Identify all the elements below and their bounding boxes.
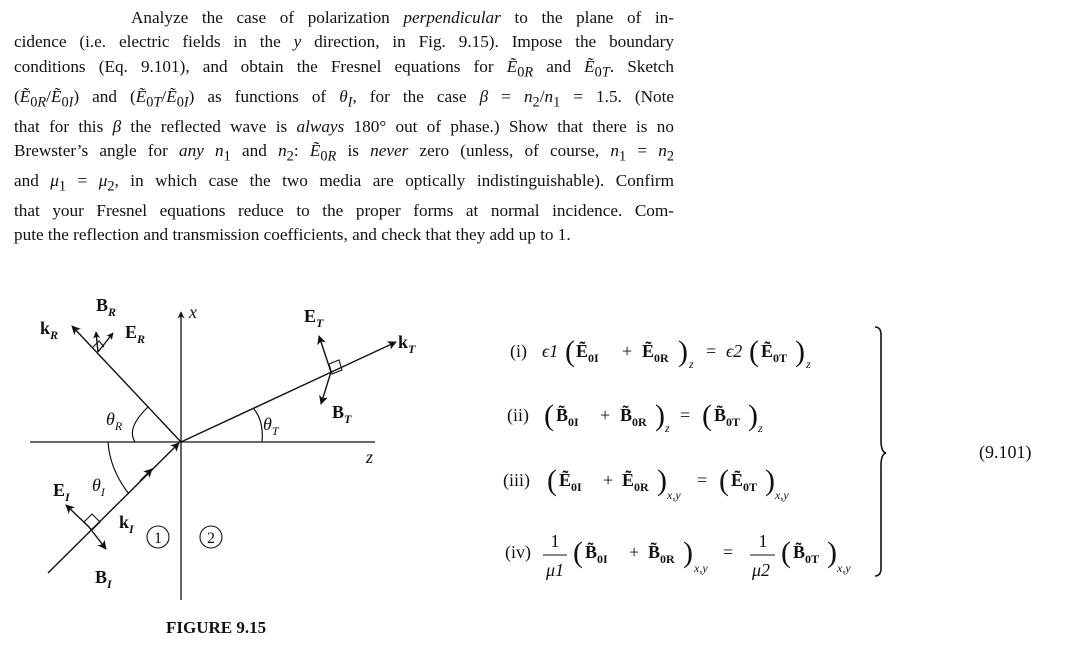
svg-text:+: + — [600, 405, 611, 425]
svg-text:ϵ1: ϵ1 — [542, 341, 559, 361]
svg-text:z: z — [758, 421, 763, 435]
svg-text:): ) — [657, 464, 667, 497]
et-label: $E_T$ — [304, 306, 324, 330]
er-label: $E_R$ — [125, 322, 146, 346]
region-1-label: 1 — [154, 530, 162, 547]
svg-text:+: + — [603, 470, 614, 490]
svg-text:(: ( — [544, 399, 554, 432]
equation-ii — [507, 399, 763, 435]
equation-iv — [505, 531, 851, 580]
svg-text:): ) — [765, 464, 775, 497]
svg-text:z: z — [806, 357, 811, 371]
problem-line-5: that for this β the reflected wave is always 180° out of phase.) Show that there is no — [14, 116, 674, 136]
svg-text:=: = — [680, 405, 691, 425]
region-2-label: 2 — [207, 530, 215, 547]
svg-text:1: 1 — [758, 531, 768, 551]
svg-text:x,y: x,y — [775, 488, 789, 502]
ki-label: $k_I$ — [119, 512, 134, 536]
theta-i-label: $\theta_I$ — [92, 475, 105, 499]
ei-label: $E_I$ — [53, 480, 70, 504]
theta-i-arc — [108, 442, 129, 494]
transmitted-ray — [181, 342, 396, 442]
svg-text:B̃0T: $B̃_{0T}$ — [714, 405, 741, 429]
et-arrow — [319, 336, 331, 372]
equation-number: (9.101) — [979, 442, 1032, 462]
svg-text:z: z — [689, 357, 694, 371]
incident-mid-arrow — [140, 469, 152, 481]
svg-text:(: ( — [565, 335, 575, 368]
problem-line-6: Brewster’s angle for any $n_1$ and $n_2$: Ẽ$_{0R}$ is never zero (unless, of course, $n_1 = n_2$ — [14, 140, 674, 165]
svg-text:μ2: μ2 — [752, 560, 771, 580]
svg-text:(iv): (iv) — [505, 542, 531, 562]
svg-text:(i): (i) — [510, 341, 527, 361]
svg-text:z: z — [665, 421, 670, 435]
svg-text:+: + — [629, 542, 640, 562]
svg-text:Ẽ0I: Ẽ$_{0I}$ — [559, 470, 582, 494]
svg-text:μ1: μ1 — [546, 560, 565, 580]
problem-line-1: Analyze the case of polarization perpendicular to the plane of in- — [131, 8, 674, 27]
svg-text:(: ( — [547, 464, 557, 497]
svg-text:(: ( — [573, 536, 583, 569]
equation-iii — [503, 464, 789, 502]
svg-text:(: ( — [781, 536, 791, 569]
incident-right-angle — [84, 514, 100, 530]
svg-text:): ) — [827, 536, 837, 569]
svg-text:(: ( — [749, 335, 759, 368]
svg-text:): ) — [655, 399, 665, 432]
svg-text:x,y: x,y — [694, 561, 708, 575]
z-axis-label: z — [366, 447, 374, 467]
theta-t-arc — [253, 408, 262, 442]
problem-line-9: pute the reflection and transmission coefficients, and check that they add up to 1. — [14, 225, 571, 244]
x-axis-label: x — [189, 302, 197, 322]
kr-label: $k_R$ — [40, 318, 59, 342]
reflected-ray — [72, 326, 181, 442]
svg-text:Ẽ0I: Ẽ$_{0I}$ — [576, 341, 599, 365]
problem-line-3: conditions (Eq. 9.101), and obtain the Fresnel equations for Ẽ$_{0R}$ and Ẽ$_{0T}$. Sketch — [14, 56, 674, 81]
svg-text:=: = — [723, 542, 734, 562]
svg-text:Ẽ0R: Ẽ$_{0R}$ — [642, 341, 669, 365]
incident-ray — [48, 443, 179, 573]
svg-text:=: = — [697, 470, 708, 490]
br-label: $B_R$ — [96, 295, 117, 319]
svg-text:): ) — [683, 536, 693, 569]
svg-text:(iii): (iii) — [503, 470, 530, 490]
svg-text:B̃0I: $B̃_{0I}$ — [556, 405, 579, 429]
equation-i — [510, 335, 811, 371]
equation-brace — [875, 327, 886, 576]
kt-label: $k_T$ — [398, 332, 416, 356]
svg-text:+: + — [622, 341, 633, 361]
transmitted-right-angle — [329, 360, 342, 374]
svg-text:B̃0T: $B̃_{0T}$ — [793, 542, 820, 566]
figure-caption: FIGURE 9.15 — [166, 618, 267, 637]
svg-text:(ii): (ii) — [507, 405, 529, 425]
svg-text:(: ( — [702, 399, 712, 432]
theta-r-arc — [132, 407, 148, 442]
svg-text:Ẽ0R: Ẽ$_{0R}$ — [622, 470, 649, 494]
svg-text:B̃0R: $B̃_{0R}$ — [648, 542, 675, 566]
svg-text:1: 1 — [550, 531, 560, 551]
problem-line-7: and $\mu_1 = \mu_2$, in which case the two media are optically indistinguishable). Confirm — [14, 170, 674, 195]
theta-r-label: $\theta_R$ — [106, 409, 123, 433]
svg-text:x,y: x,y — [667, 488, 681, 502]
bt-label: $B_T$ — [332, 402, 352, 426]
svg-text:Ẽ0T: Ẽ$_{0T}$ — [761, 341, 788, 365]
svg-text:): ) — [748, 399, 758, 432]
svg-text:B̃0I: $B̃_{0I}$ — [585, 542, 608, 566]
svg-text:=: = — [706, 341, 717, 361]
svg-text:): ) — [678, 335, 688, 368]
svg-text:ϵ2: ϵ2 — [726, 341, 743, 361]
theta-t-label: $\theta_T$ — [263, 414, 279, 438]
bi-label: $B_I$ — [95, 567, 112, 591]
svg-text:): ) — [795, 335, 805, 368]
svg-text:B̃0R: $B̃_{0R}$ — [620, 405, 647, 429]
svg-text:Ẽ0T: Ẽ$_{0T}$ — [731, 470, 758, 494]
problem-line-4: (Ẽ$_{0R}$/Ẽ$_{0I}$) and (Ẽ$_{0T}$/Ẽ$_{0I}$) as functions of $\theta_I$, for the case $\beta = n_2/n_1 = 1.5$. (Note — [14, 86, 675, 111]
problem-line-8: that your Fresnel equations reduce to the proper forms at normal incidence. Com- — [14, 200, 674, 220]
svg-text:x,y: x,y — [837, 561, 851, 575]
svg-text:(: ( — [719, 464, 729, 497]
problem-line-2: cidence (i.e. electric fields in the y direction, in Fig. 9.15). Impose the boundary — [14, 32, 674, 52]
